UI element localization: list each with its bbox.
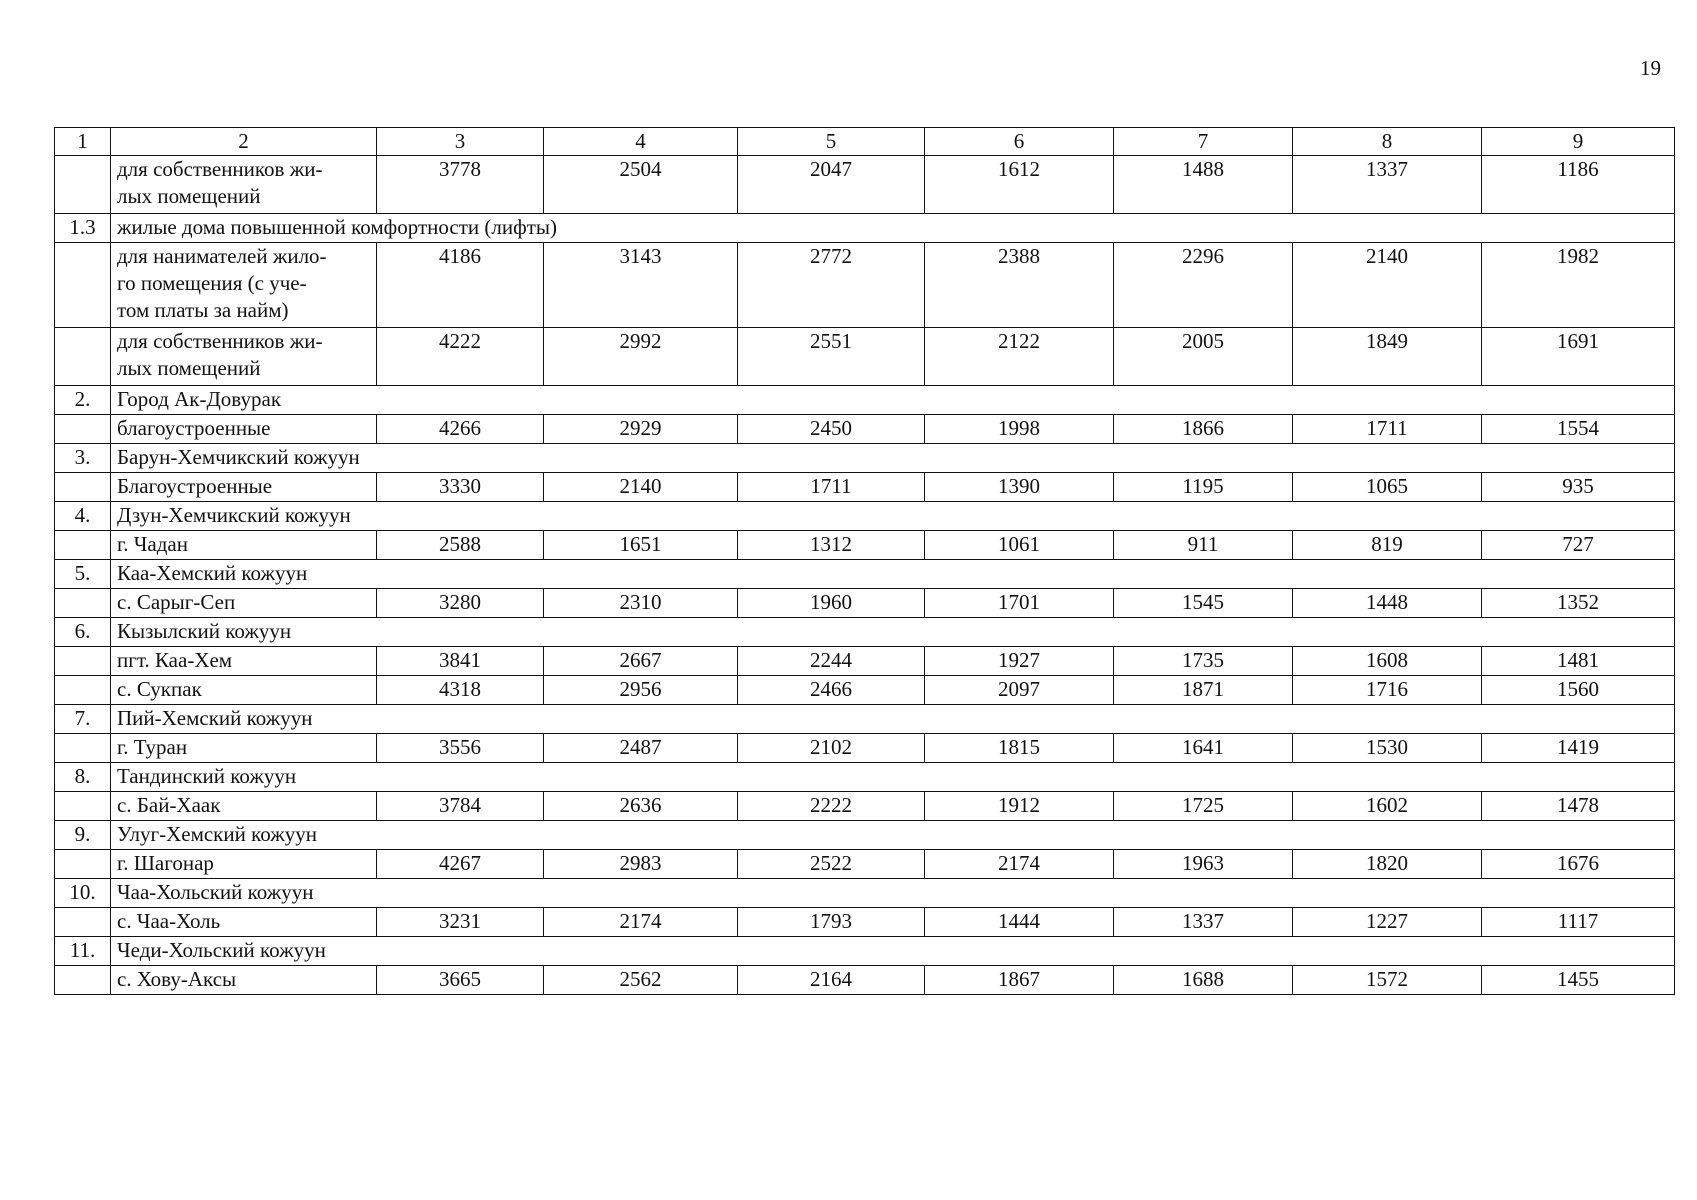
row-number-cell	[55, 243, 111, 328]
section-number: 1.3	[55, 214, 111, 243]
section-number: 4.	[55, 502, 111, 531]
header-cell-col-8: 8	[1293, 128, 1482, 156]
value-cell-col-8: 1716	[1293, 676, 1482, 705]
row-number-cell	[55, 415, 111, 444]
row-label: с. Бай-Хаак	[111, 792, 377, 821]
value-cell-col-7: 1963	[1114, 850, 1293, 879]
value-cell-col-6: 2388	[925, 243, 1114, 328]
row-number-cell	[55, 966, 111, 995]
value-cell-col-6: 1998	[925, 415, 1114, 444]
value-cell-col-8: 1820	[1293, 850, 1482, 879]
value-cell-col-3: 3556	[377, 734, 544, 763]
data-row	[55, 647, 1675, 676]
value-cell-col-5: 1960	[738, 589, 925, 618]
value-cell-col-9: 1982	[1482, 243, 1675, 328]
value-cell-col-6: 1612	[925, 156, 1114, 214]
header-cell-col-6: 6	[925, 128, 1114, 156]
value-cell-col-6: 1867	[925, 966, 1114, 995]
data-row	[55, 850, 1675, 879]
value-cell-col-9: 1691	[1482, 328, 1675, 386]
value-cell-col-6: 2174	[925, 850, 1114, 879]
header-cell-col-1: 1	[55, 128, 111, 156]
section-number: 3.	[55, 444, 111, 473]
data-row	[55, 966, 1675, 995]
value-cell-col-7: 1688	[1114, 966, 1293, 995]
row-label: для собственников жи- лых помещений	[111, 328, 377, 386]
section-number: 5.	[55, 560, 111, 589]
value-cell-col-4: 3143	[544, 243, 738, 328]
data-row	[55, 415, 1675, 444]
row-label: пгт. Каа-Хем	[111, 647, 377, 676]
value-cell-col-6: 2122	[925, 328, 1114, 386]
value-cell-col-7: 1735	[1114, 647, 1293, 676]
value-cell-col-5: 1312	[738, 531, 925, 560]
row-label: с. Чаа-Холь	[111, 908, 377, 937]
value-cell-col-7: 1725	[1114, 792, 1293, 821]
value-cell-col-7: 1195	[1114, 473, 1293, 502]
row-label: для нанимателей жило- го помещения (с уче- том платы за найм)	[111, 243, 377, 328]
section-title: Пий-Хемский кожуун	[111, 705, 1675, 734]
section-row	[55, 821, 1675, 850]
row-label: г. Чадан	[111, 531, 377, 560]
value-cell-col-4: 2956	[544, 676, 738, 705]
section-title: Чаа-Хольский кожуун	[111, 879, 1675, 908]
section-title: Каа-Хемский кожуун	[111, 560, 1675, 589]
value-cell-col-7: 1866	[1114, 415, 1293, 444]
table-body	[55, 128, 1675, 995]
value-cell-col-4: 2174	[544, 908, 738, 937]
section-row	[55, 763, 1675, 792]
header-cell-col-4: 4	[544, 128, 738, 156]
value-cell-col-8: 1065	[1293, 473, 1482, 502]
section-number: 9.	[55, 821, 111, 850]
value-cell-col-4: 2310	[544, 589, 738, 618]
section-row	[55, 502, 1675, 531]
value-cell-col-6: 1061	[925, 531, 1114, 560]
value-cell-col-4: 2562	[544, 966, 738, 995]
value-cell-col-4: 2487	[544, 734, 738, 763]
value-cell-col-7: 1488	[1114, 156, 1293, 214]
row-number-cell	[55, 589, 111, 618]
value-cell-col-7: 1641	[1114, 734, 1293, 763]
value-cell-col-4: 2667	[544, 647, 738, 676]
value-cell-col-5: 2164	[738, 966, 925, 995]
value-cell-col-4: 2992	[544, 328, 738, 386]
data-row	[55, 328, 1675, 386]
header-cell-col-2: 2	[111, 128, 377, 156]
value-cell-col-5: 2551	[738, 328, 925, 386]
value-cell-col-3: 4222	[377, 328, 544, 386]
value-cell-col-3: 3841	[377, 647, 544, 676]
section-number: 11.	[55, 937, 111, 966]
section-title: Чеди-Хольский кожуун	[111, 937, 1675, 966]
value-cell-col-8: 1337	[1293, 156, 1482, 214]
value-cell-col-5: 1793	[738, 908, 925, 937]
value-cell-col-6: 1444	[925, 908, 1114, 937]
tariff-table	[54, 127, 1675, 995]
value-cell-col-9: 1676	[1482, 850, 1675, 879]
section-number: 10.	[55, 879, 111, 908]
value-cell-col-3: 3784	[377, 792, 544, 821]
value-cell-col-8: 1608	[1293, 647, 1482, 676]
value-cell-col-3: 4266	[377, 415, 544, 444]
value-cell-col-9: 935	[1482, 473, 1675, 502]
value-cell-col-9: 1554	[1482, 415, 1675, 444]
section-title: Тандинский кожуун	[111, 763, 1675, 792]
value-cell-col-8: 1572	[1293, 966, 1482, 995]
row-label: благоустроенные	[111, 415, 377, 444]
value-cell-col-6: 1912	[925, 792, 1114, 821]
header-cell-col-3: 3	[377, 128, 544, 156]
section-number: 7.	[55, 705, 111, 734]
data-row	[55, 589, 1675, 618]
section-row	[55, 705, 1675, 734]
value-cell-col-3: 3330	[377, 473, 544, 502]
header-row	[55, 128, 1675, 156]
row-number-cell	[55, 531, 111, 560]
value-cell-col-5: 2466	[738, 676, 925, 705]
row-label: г. Шагонар	[111, 850, 377, 879]
value-cell-col-9: 1352	[1482, 589, 1675, 618]
value-cell-col-8: 1711	[1293, 415, 1482, 444]
value-cell-col-7: 2005	[1114, 328, 1293, 386]
row-number-cell	[55, 850, 111, 879]
section-row	[55, 618, 1675, 647]
section-title: жилые дома повышенной комфортности (лифты)	[111, 214, 1675, 243]
value-cell-col-9: 1478	[1482, 792, 1675, 821]
value-cell-col-3: 3231	[377, 908, 544, 937]
data-row	[55, 908, 1675, 937]
section-title: Кызылский кожуун	[111, 618, 1675, 647]
data-row	[55, 676, 1675, 705]
value-cell-col-9: 1419	[1482, 734, 1675, 763]
row-number-cell	[55, 792, 111, 821]
value-cell-col-8: 1448	[1293, 589, 1482, 618]
value-cell-col-7: 1337	[1114, 908, 1293, 937]
data-row	[55, 156, 1675, 214]
section-row	[55, 560, 1675, 589]
data-row	[55, 734, 1675, 763]
value-cell-col-8: 1602	[1293, 792, 1482, 821]
value-cell-col-6: 2097	[925, 676, 1114, 705]
value-cell-col-9: 1117	[1482, 908, 1675, 937]
value-cell-col-5: 1711	[738, 473, 925, 502]
value-cell-col-8: 1849	[1293, 328, 1482, 386]
section-row	[55, 386, 1675, 415]
data-row	[55, 473, 1675, 502]
value-cell-col-3: 3778	[377, 156, 544, 214]
row-label: для собственников жи- лых помещений	[111, 156, 377, 214]
value-cell-col-9: 727	[1482, 531, 1675, 560]
section-title: Город Ак-Довурак	[111, 386, 1675, 415]
value-cell-col-7: 1545	[1114, 589, 1293, 618]
value-cell-col-7: 2296	[1114, 243, 1293, 328]
data-row	[55, 531, 1675, 560]
row-label: с. Сарыг-Сеп	[111, 589, 377, 618]
value-cell-col-6: 1390	[925, 473, 1114, 502]
section-row	[55, 937, 1675, 966]
section-number: 2.	[55, 386, 111, 415]
section-row	[55, 444, 1675, 473]
value-cell-col-5: 2047	[738, 156, 925, 214]
row-number-cell	[55, 908, 111, 937]
value-cell-col-8: 1530	[1293, 734, 1482, 763]
header-cell-col-5: 5	[738, 128, 925, 156]
value-cell-col-9: 1560	[1482, 676, 1675, 705]
value-cell-col-3: 3280	[377, 589, 544, 618]
page-number: 19	[1640, 56, 1661, 80]
value-cell-col-6: 1815	[925, 734, 1114, 763]
value-cell-col-9: 1186	[1482, 156, 1675, 214]
row-number-cell	[55, 328, 111, 386]
value-cell-col-3: 4267	[377, 850, 544, 879]
value-cell-col-5: 2222	[738, 792, 925, 821]
section-title: Барун-Хемчикский кожуун	[111, 444, 1675, 473]
row-number-cell	[55, 156, 111, 214]
value-cell-col-5: 2772	[738, 243, 925, 328]
value-cell-col-4: 2140	[544, 473, 738, 502]
value-cell-col-9: 1481	[1482, 647, 1675, 676]
value-cell-col-5: 2450	[738, 415, 925, 444]
header-cell-col-9: 9	[1482, 128, 1675, 156]
row-number-cell	[55, 734, 111, 763]
value-cell-col-3: 4186	[377, 243, 544, 328]
row-label: с. Сукпак	[111, 676, 377, 705]
value-cell-col-3: 4318	[377, 676, 544, 705]
section-row	[55, 879, 1675, 908]
row-label: с. Хову-Аксы	[111, 966, 377, 995]
row-number-cell	[55, 676, 111, 705]
value-cell-col-4: 2929	[544, 415, 738, 444]
row-number-cell	[55, 647, 111, 676]
section-number: 6.	[55, 618, 111, 647]
value-cell-col-5: 2244	[738, 647, 925, 676]
header-cell-col-7: 7	[1114, 128, 1293, 156]
value-cell-col-3: 3665	[377, 966, 544, 995]
value-cell-col-8: 2140	[1293, 243, 1482, 328]
row-label: г. Туран	[111, 734, 377, 763]
value-cell-col-4: 2636	[544, 792, 738, 821]
value-cell-col-4: 1651	[544, 531, 738, 560]
value-cell-col-6: 1701	[925, 589, 1114, 618]
value-cell-col-9: 1455	[1482, 966, 1675, 995]
value-cell-col-5: 2522	[738, 850, 925, 879]
value-cell-col-8: 1227	[1293, 908, 1482, 937]
data-row	[55, 243, 1675, 328]
section-number: 8.	[55, 763, 111, 792]
value-cell-col-3: 2588	[377, 531, 544, 560]
value-cell-col-7: 1871	[1114, 676, 1293, 705]
value-cell-col-4: 2504	[544, 156, 738, 214]
section-title: Улуг-Хемский кожуун	[111, 821, 1675, 850]
value-cell-col-8: 819	[1293, 531, 1482, 560]
section-title: Дзун-Хемчикский кожуун	[111, 502, 1675, 531]
section-row	[55, 214, 1675, 243]
row-number-cell	[55, 473, 111, 502]
value-cell-col-6: 1927	[925, 647, 1114, 676]
data-row	[55, 792, 1675, 821]
value-cell-col-7: 911	[1114, 531, 1293, 560]
row-label: Благоустроенные	[111, 473, 377, 502]
value-cell-col-4: 2983	[544, 850, 738, 879]
value-cell-col-5: 2102	[738, 734, 925, 763]
